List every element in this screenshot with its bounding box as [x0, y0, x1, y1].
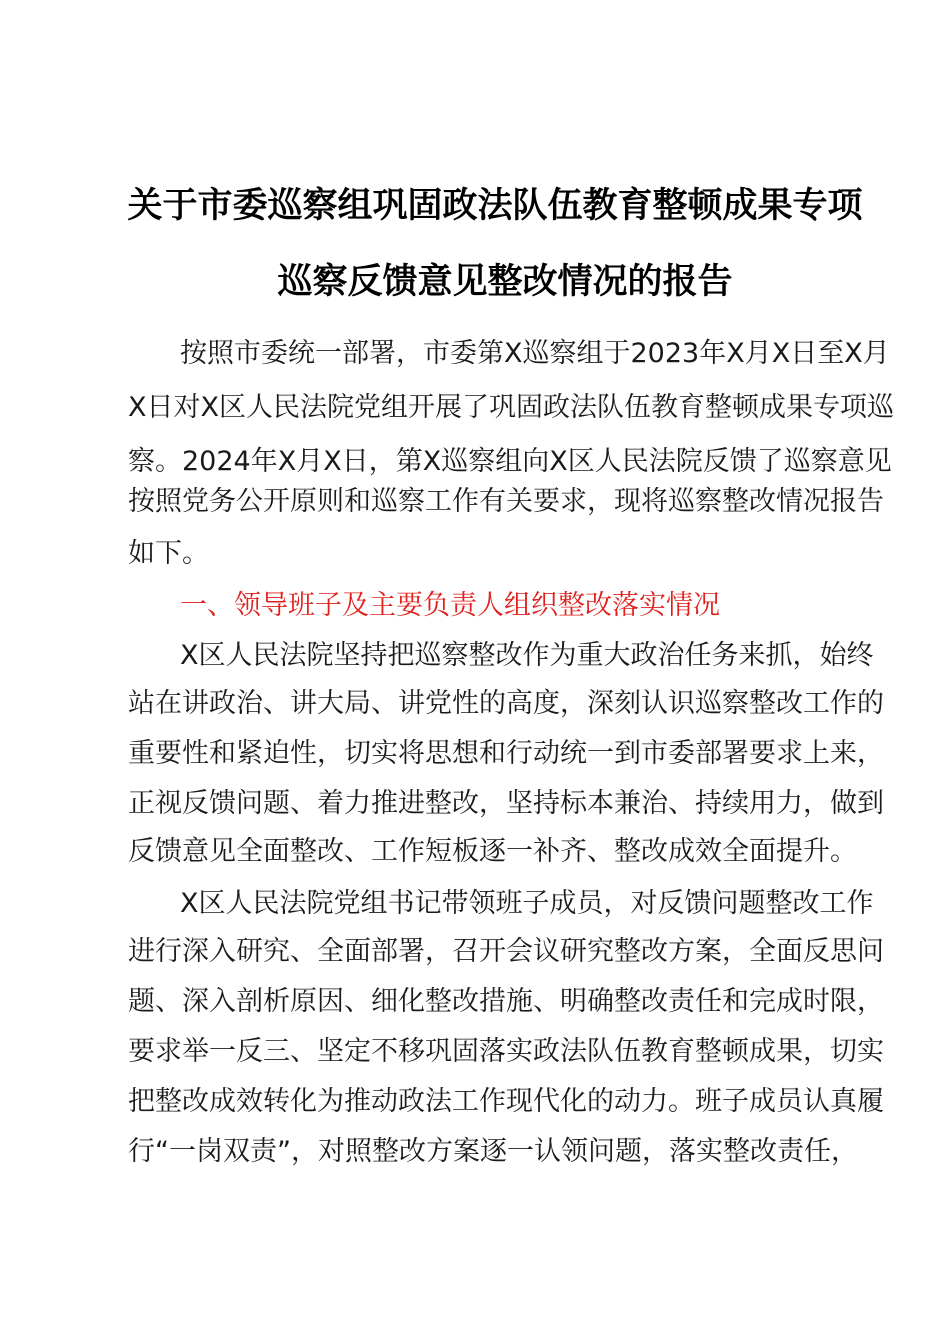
- paragraph-1-line-1: 按照市委统一部署，市委第X巡察组于2023年X月X日至X月: [180, 338, 890, 369]
- paragraph-3-line-3: 题、深入剖析原因、细化整改措施、明确整改责任和完成时限，: [128, 986, 884, 1017]
- paragraph-2-line-4: 正视反馈问题、着力推进整改，坚持标本兼治、持续用力，做到: [128, 788, 884, 819]
- paragraph-1-line-3: 察。2024年X月X日，第X巡察组向X区人民法院反馈了巡察意见: [128, 446, 892, 477]
- paragraph-2-line-3: 重要性和紧迫性，切实将思想和行动统一到市委部署要求上来，: [128, 738, 884, 769]
- paragraph-1-line-4: 按照党务公开原则和巡察工作有关要求，现将巡察整改情况报告: [128, 486, 884, 517]
- document-title-line-2: 巡察反馈意见整改情况的报告: [277, 262, 733, 302]
- paragraph-3-line-5: 把整改成效转化为推动政法工作现代化的动力。班子成员认真履: [128, 1086, 884, 1117]
- paragraph-1-line-5: 如下。: [128, 538, 209, 569]
- document-title-line-1: 关于市委巡察组巩固政法队伍教育整顿成果专项: [127, 186, 863, 226]
- paragraph-2-line-1: X区人民法院坚持把巡察整改作为重大政治任务来抓，始终: [180, 640, 874, 671]
- paragraph-3-line-2: 进行深入研究、全面部署，召开会议研究整改方案，全面反思问: [128, 936, 884, 967]
- paragraph-2-line-2: 站在讲政治、讲大局、讲党性的高度，深刻认识巡察整改工作的: [128, 688, 884, 719]
- paragraph-3-line-6: 行“一岗双责”，对照整改方案逐一认领问题，落实整改责任，: [128, 1136, 858, 1167]
- section-heading-1: 一、领导班子及主要负责人组织整改落实情况: [180, 590, 720, 621]
- paragraph-3-line-4: 要求举一反三、坚定不移巩固落实政法队伍教育整顿成果，切实: [128, 1036, 884, 1067]
- paragraph-3-line-1: X区人民法院党组书记带领班子成员，对反馈问题整改工作: [180, 888, 874, 919]
- paragraph-1-line-2: X日对X区人民法院党组开展了巩固政法队伍教育整顿成果专项巡: [128, 392, 894, 423]
- paragraph-2-line-5: 反馈意见全面整改、工作短板逐一补齐、整改成效全面提升。: [128, 836, 857, 867]
